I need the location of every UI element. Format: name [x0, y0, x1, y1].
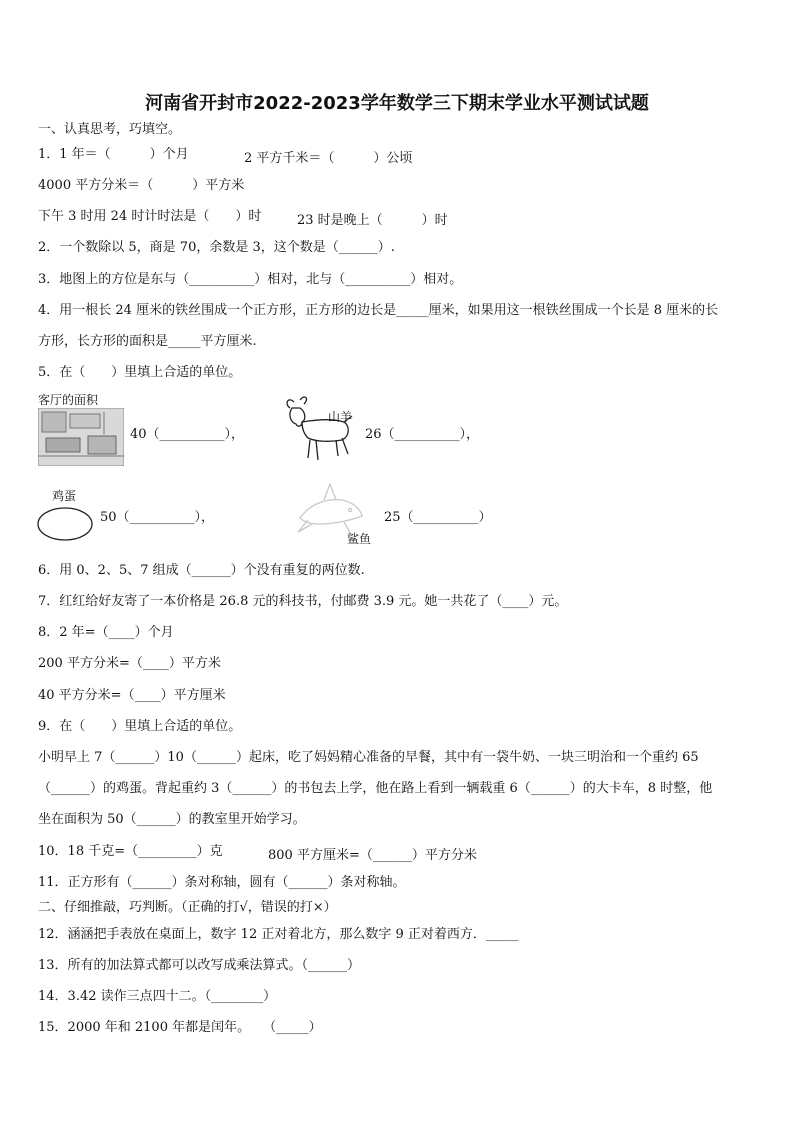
- page-title: 河南省开封市2022-2023学年数学三下期末学业水平测试试题: [145, 93, 649, 114]
- question-8b: 200 平方分米=（____）平方米: [38, 656, 221, 671]
- question-4-line2: 方形，长方形的面积是_____平方厘米.: [38, 334, 257, 349]
- egg-label: 鸡蛋: [52, 489, 77, 503]
- question-3: 3．地图上的方位是东与（__________）相对，北与（__________）相对。: [38, 272, 463, 287]
- question-10a: 10．18 千克=（_________）克: [38, 844, 223, 859]
- question-9-line1: 小明早上 7（______）10（______）起床，吃了妈妈精心准备的早餐，其中有一袋牛奶、一块三明治和一个重约 65: [38, 750, 699, 765]
- question-14: 14．3.42 读作三点四十二。（________）: [38, 989, 277, 1004]
- question-6: 6．用 0、2、5、7 组成（______）个没有重复的两位数.: [38, 563, 365, 578]
- egg-answer: 50（__________），: [100, 510, 215, 525]
- question-12: 12．涵涵把手表放在桌面上，数字 12 正对着北方，那么数字 9 正对着西方．_____: [38, 927, 519, 942]
- question-2: 2．一个数除以 5，商是 70，余数是 3，这个数是（______）.: [38, 240, 395, 255]
- question-8a: 8．2 年=（____）个月: [38, 625, 174, 640]
- goat-picture: [280, 392, 360, 466]
- question-1e: 23 时是晚上（ ）时: [297, 213, 448, 228]
- living-room-answer: 40（__________），: [130, 427, 245, 442]
- section-2-heading: 二、仔细推敲，巧判断。（正确的打√，错误的打×）: [38, 900, 337, 915]
- question-1b: 2 平方千米＝（ ）公顷: [244, 151, 413, 166]
- question-13: 13．所有的加法算式都可以改写成乘法算式。（______）: [38, 958, 361, 973]
- goat-label: 山羊: [328, 410, 353, 424]
- question-1c: 4000 平方分米＝（ ）平方米: [38, 178, 245, 193]
- question-1a: 1．1 年＝（ ）个月: [38, 147, 189, 162]
- egg-picture: [36, 506, 94, 542]
- section-1-heading: 一、认真思考，巧填空。: [38, 122, 182, 137]
- question-7: 7．红红给好友寄了一本价格是 26.8 元的科技书，付邮费 3.9 元。她一共花了（____）元。: [38, 594, 568, 609]
- question-8c: 40 平方分米=（____）平方厘米: [38, 688, 226, 703]
- living-room-picture: [38, 408, 124, 466]
- question-1d: 下午 3 时用 24 时计时法是（ ）时: [38, 209, 262, 224]
- living-room-label: 客厅的面积: [38, 393, 99, 407]
- shark-label: 鲨鱼: [347, 532, 372, 546]
- question-9-line2: （______）的鸡蛋。背起重约 3（______）的书包去上学，他在路上看到一辆载重 6（______）的大卡车，8 时整，他: [38, 781, 713, 796]
- shark-answer: 25（__________）: [384, 510, 492, 525]
- question-4-line1: 4．用一根长 24 厘米的铁丝围成一个正方形，正方形的边长是_____厘米，如果用这一根铁丝围成一个长是 8 厘米的长: [38, 303, 719, 318]
- goat-answer: 26（__________），: [365, 427, 480, 442]
- question-10b: 800 平方厘米=（______）平方分米: [268, 848, 477, 863]
- question-9-stem: 9．在（ ）里填上合适的单位。: [38, 719, 242, 734]
- question-9-line3: 坐在面积为 50（______）的教室里开始学习。: [38, 812, 306, 827]
- question-11: 11．正方形有（______）条对称轴，圆有（______）条对称轴。: [38, 875, 406, 890]
- question-15: 15．2000 年和 2100 年都是闰年。 （_____）: [38, 1020, 322, 1035]
- question-5-stem: 5．在（ ）里填上合适的单位。: [38, 365, 242, 380]
